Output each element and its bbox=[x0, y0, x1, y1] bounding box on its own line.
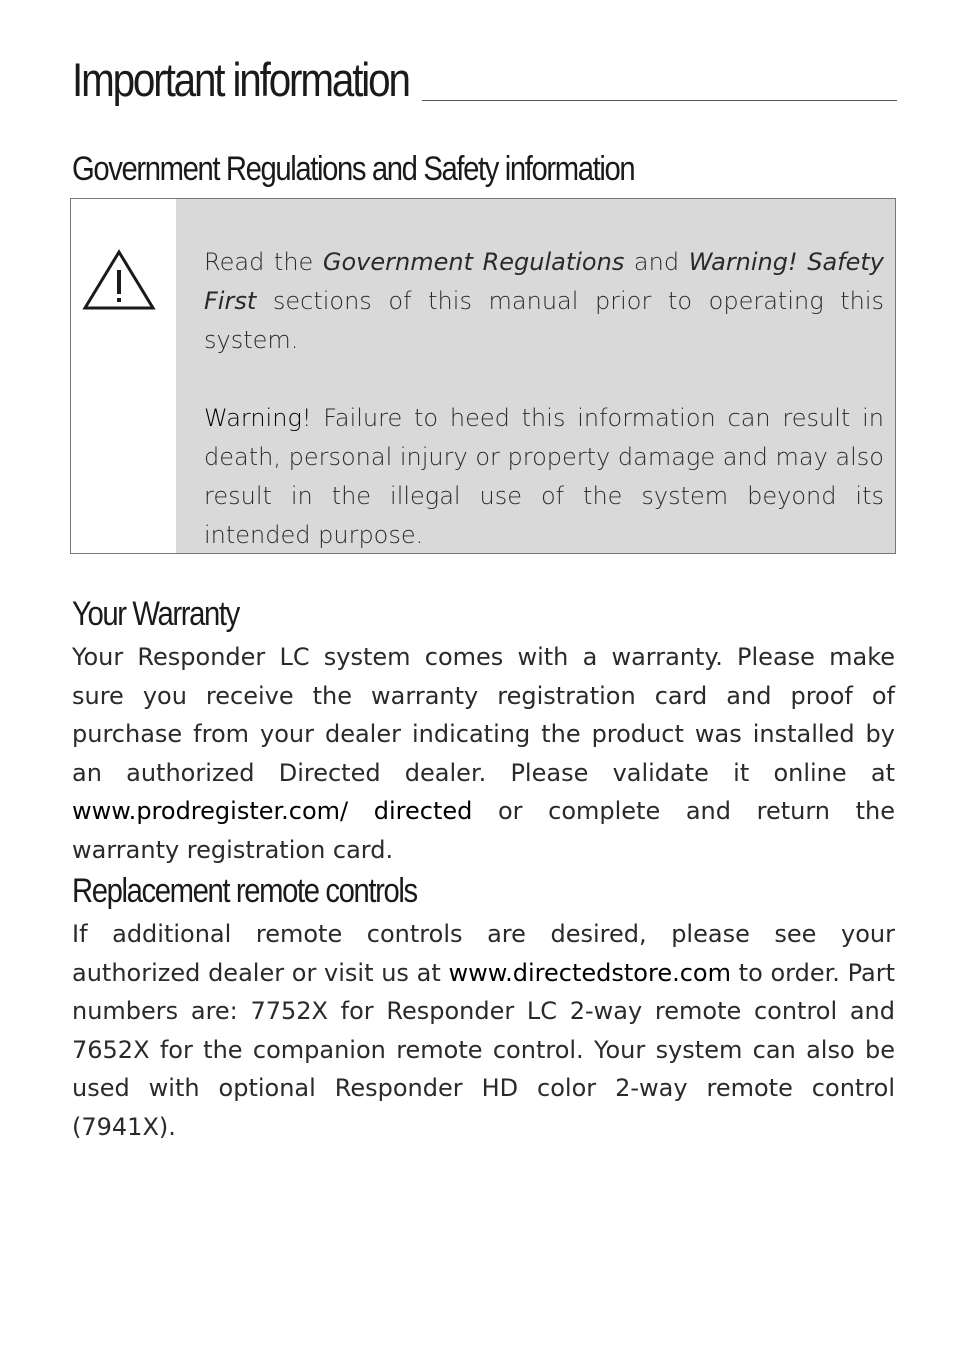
safety-notice-box bbox=[70, 198, 896, 554]
notice-intro bbox=[204, 243, 884, 360]
warranty-heading: Your Warranty bbox=[72, 595, 239, 633]
replacement-heading: Replacement remote controls bbox=[72, 872, 417, 910]
directedstore-link[interactable]: www.directedstore.com bbox=[448, 958, 731, 987]
intro-warning-safety-first: Warning! Safety First bbox=[204, 248, 884, 315]
replacement-paragraph bbox=[72, 915, 895, 1146]
warning-triangle-icon bbox=[82, 248, 156, 312]
warranty-paragraph bbox=[72, 638, 895, 869]
warning-text: Failure to heed this information can result in death, personal injury or property damage and may also result in the illegal use of the system beyond its intended purpose. bbox=[204, 404, 884, 549]
warranty-text-after: or complete and return the warranty registration card. bbox=[72, 797, 895, 864]
title-rule bbox=[422, 100, 897, 101]
government-heading: Government Regulations and Safety information bbox=[72, 150, 635, 188]
intro-read: Read the bbox=[204, 248, 323, 276]
notice-warning bbox=[204, 399, 884, 555]
replacement-text-after: to order. Part numbers are: 7752X for Responder LC 2-way remote control and 7652X for the companion remote control. Your system can also be used with optional Responder HD color 2-way remote control (7941X). bbox=[72, 958, 895, 1141]
intro-rest: sections of this manual prior to operating this system. bbox=[204, 287, 884, 354]
intro-gov-regulations: Government Regulations bbox=[322, 248, 625, 276]
page-title: Important information bbox=[72, 53, 409, 106]
title-row bbox=[72, 52, 897, 104]
warranty-text-before: Your Responder LC system comes with a warranty. Please make sure you receive the warranty registration card and proof of purchase from your dealer indicating the product was installed by an authorized Directed dealer. Please validate it online at bbox=[72, 643, 895, 787]
replacement-text-before: If additional remote controls are desired, please see your authorized dealer or visit us at bbox=[72, 920, 895, 987]
prodregister-link[interactable]: www.prodregister.com/ directed bbox=[72, 797, 473, 825]
notice-icon-column bbox=[71, 199, 176, 553]
notice-text bbox=[204, 243, 884, 594]
notice-body bbox=[176, 199, 895, 553]
warning-label: Warning! bbox=[204, 404, 312, 432]
intro-and: and bbox=[624, 248, 689, 276]
